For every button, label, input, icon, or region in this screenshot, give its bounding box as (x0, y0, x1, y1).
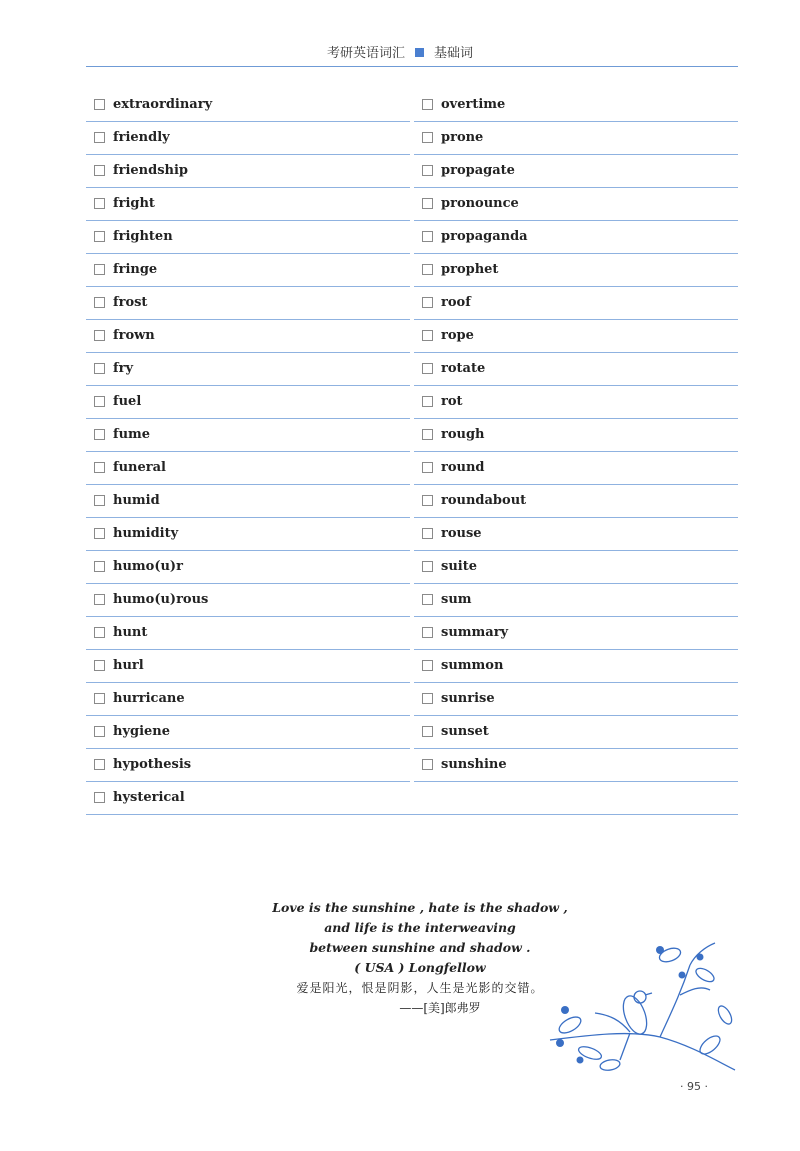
word-cell-left (86, 154, 410, 188)
word-cell-right (414, 715, 738, 749)
word-cell-right (414, 88, 738, 122)
vocab-word: friendship (113, 163, 188, 178)
checkbox-icon[interactable] (422, 726, 433, 737)
checkbox-icon[interactable] (94, 264, 105, 275)
word-row (86, 253, 738, 286)
word-row (86, 121, 738, 154)
vocab-word: fright (113, 196, 155, 211)
vocab-word: propaganda (441, 229, 528, 244)
vocab-word: summary (441, 625, 509, 640)
checkbox-icon[interactable] (94, 462, 105, 473)
checkbox-icon[interactable] (94, 231, 105, 242)
word-cell-left (86, 616, 410, 650)
header-title: 考研英语词汇 (326, 46, 405, 61)
word-cell-right (414, 748, 738, 782)
vocab-word: prone (441, 130, 484, 145)
word-cell-right (414, 418, 738, 452)
word-row (86, 154, 738, 187)
word-row (86, 220, 738, 253)
word-cell-left (86, 517, 410, 551)
checkbox-icon[interactable] (94, 528, 105, 539)
vocab-word: prophet (441, 262, 499, 277)
vocab-word: rough (441, 427, 485, 442)
word-cell-right (414, 583, 738, 617)
checkbox-icon[interactable] (94, 297, 105, 308)
word-row (86, 451, 738, 484)
word-row (86, 319, 738, 352)
checkbox-icon[interactable] (94, 759, 105, 770)
vocab-word: hunt (113, 625, 148, 640)
word-cell-left (86, 748, 410, 782)
vocab-word: fry (113, 361, 133, 376)
vocab-word: humid (113, 493, 160, 508)
vocab-word: fringe (113, 262, 158, 277)
checkbox-icon[interactable] (94, 330, 105, 341)
word-cell-right (414, 121, 738, 155)
word-cell-left (86, 121, 410, 155)
checkbox-icon[interactable] (422, 594, 433, 605)
word-cell-left (86, 583, 410, 617)
vocab-word: summon (441, 658, 504, 673)
word-cell-right (414, 220, 738, 254)
word-row (86, 517, 738, 550)
word-row (86, 484, 738, 517)
vocab-word: propagate (441, 163, 515, 178)
checkbox-icon[interactable] (94, 660, 105, 671)
vocab-word: rotate (441, 361, 486, 376)
vocab-word: round (441, 460, 485, 475)
checkbox-icon[interactable] (422, 165, 433, 176)
word-cell-right (414, 286, 738, 320)
checkbox-icon[interactable] (94, 726, 105, 737)
vocab-word: extraordinary (113, 97, 213, 112)
word-cell-left (86, 418, 410, 452)
word-row (86, 583, 738, 616)
checkbox-icon[interactable] (422, 528, 433, 539)
word-cell-right (414, 550, 738, 584)
quote-author-en: ( USA ) Longfellow (354, 960, 486, 975)
vocab-word: hypothesis (113, 757, 192, 772)
word-row (86, 748, 738, 781)
word-cell-right (414, 451, 738, 485)
word-cell-left (86, 649, 410, 683)
checkbox-icon[interactable] (94, 693, 105, 704)
vocab-word: overtime (441, 97, 506, 112)
word-cell-left (86, 88, 410, 122)
checkbox-icon[interactable] (94, 792, 105, 803)
checkbox-icon[interactable] (94, 561, 105, 572)
word-row (86, 550, 738, 583)
vocab-word: sunshine (441, 757, 507, 772)
vocab-word: rope (441, 328, 474, 343)
checkbox-icon[interactable] (422, 99, 433, 110)
word-row (86, 616, 738, 649)
checkbox-icon[interactable] (422, 429, 433, 440)
word-cell-left (86, 187, 410, 221)
word-cell-left (86, 385, 410, 419)
word-cell-left (86, 550, 410, 584)
vocab-word: frown (113, 328, 155, 343)
vocabulary-grid (86, 88, 738, 814)
checkbox-icon[interactable] (94, 627, 105, 638)
vocab-word: humidity (113, 526, 179, 541)
word-cell-left (86, 220, 410, 254)
word-row (86, 187, 738, 220)
word-row (86, 715, 738, 748)
checkbox-icon[interactable] (422, 297, 433, 308)
word-cell-left (86, 451, 410, 485)
checkbox-icon[interactable] (422, 264, 433, 275)
vocab-word: hygiene (113, 724, 171, 739)
checkbox-icon[interactable] (422, 627, 433, 638)
quote-line: and life is the interweaving (324, 920, 516, 935)
checkbox-icon[interactable] (94, 363, 105, 374)
checkbox-icon[interactable] (422, 363, 433, 374)
checkbox-icon[interactable] (94, 132, 105, 143)
word-cell-right (414, 484, 738, 518)
running-header (0, 42, 800, 61)
word-cell-right (414, 187, 738, 221)
checkbox-icon[interactable] (94, 198, 105, 209)
vocab-word: sunset (441, 724, 489, 739)
vocab-word: rouse (441, 526, 482, 541)
word-cell-left (86, 286, 410, 320)
header-rule (86, 66, 738, 67)
word-cell-left (86, 352, 410, 386)
vocab-word: hysterical (113, 790, 185, 805)
vocab-word: sunrise (441, 691, 495, 706)
vocab-word: sum (441, 592, 472, 607)
word-row (86, 286, 738, 319)
word-row (86, 88, 738, 121)
vocab-word: rot (441, 394, 463, 409)
word-row (86, 649, 738, 682)
word-cell-right (414, 319, 738, 353)
checkbox-icon[interactable] (94, 165, 105, 176)
word-row (86, 781, 738, 814)
word-cell-right (414, 682, 738, 716)
checkbox-icon[interactable] (422, 198, 433, 209)
vocab-word: frighten (113, 229, 173, 244)
vocab-word: suite (441, 559, 477, 574)
word-cell-right (414, 517, 738, 551)
vocab-word: funeral (113, 460, 166, 475)
vocab-word: fume (113, 427, 151, 442)
word-row (86, 418, 738, 451)
checkbox-icon[interactable] (422, 462, 433, 473)
checkbox-icon[interactable] (94, 594, 105, 605)
square-bullet-icon (415, 48, 424, 57)
page-number: · 95 · (680, 1080, 708, 1093)
word-cell-left (86, 319, 410, 353)
word-cell-left (86, 484, 410, 518)
quote-chinese: 爱是阳光，恨是阴影，人生是光影的交错。 (296, 981, 544, 995)
checkbox-icon[interactable] (422, 660, 433, 671)
quote-author-zh: ——[美]郎弗罗 (399, 1001, 481, 1015)
word-row (86, 352, 738, 385)
word-cell-left (86, 715, 410, 749)
bird-branch-illustration (540, 935, 740, 1085)
vocab-word: humo(u)r (113, 559, 183, 574)
checkbox-icon[interactable] (94, 99, 105, 110)
header-section: 基础词 (434, 46, 474, 61)
checkbox-icon[interactable] (422, 759, 433, 770)
checkbox-icon[interactable] (422, 396, 433, 407)
word-cell-right (414, 253, 738, 287)
vocab-word: frost (113, 295, 148, 310)
word-cell-right (414, 616, 738, 650)
vocab-word: friendly (113, 130, 170, 145)
checkbox-icon[interactable] (422, 693, 433, 704)
checkbox-icon[interactable] (422, 132, 433, 143)
quote-line: Love is the sunshine , hate is the shadow , (272, 900, 568, 915)
word-cell-right (414, 352, 738, 386)
word-row (86, 682, 738, 715)
word-cell-left (86, 682, 410, 716)
word-cell-right (414, 154, 738, 188)
checkbox-icon[interactable] (422, 561, 433, 572)
vocab-word: fuel (113, 394, 142, 409)
quote-block (250, 898, 590, 1018)
checkbox-icon[interactable] (422, 495, 433, 506)
checkbox-icon[interactable] (94, 429, 105, 440)
vocab-word: roundabout (441, 493, 527, 508)
word-cell-right (414, 649, 738, 683)
checkbox-icon[interactable] (422, 231, 433, 242)
word-cell-right (414, 781, 738, 814)
word-cell-left (86, 253, 410, 287)
checkbox-icon[interactable] (422, 330, 433, 341)
vocab-word: hurl (113, 658, 144, 673)
checkbox-icon[interactable] (94, 396, 105, 407)
vocab-word: pronounce (441, 196, 519, 211)
vocab-word: humo(u)rous (113, 592, 209, 607)
vocab-word: roof (441, 295, 471, 310)
word-row (86, 385, 738, 418)
word-cell-right (414, 385, 738, 419)
vocab-word: hurricane (113, 691, 185, 706)
checkbox-icon[interactable] (94, 495, 105, 506)
quote-line: between sunshine and shadow . (309, 940, 531, 955)
